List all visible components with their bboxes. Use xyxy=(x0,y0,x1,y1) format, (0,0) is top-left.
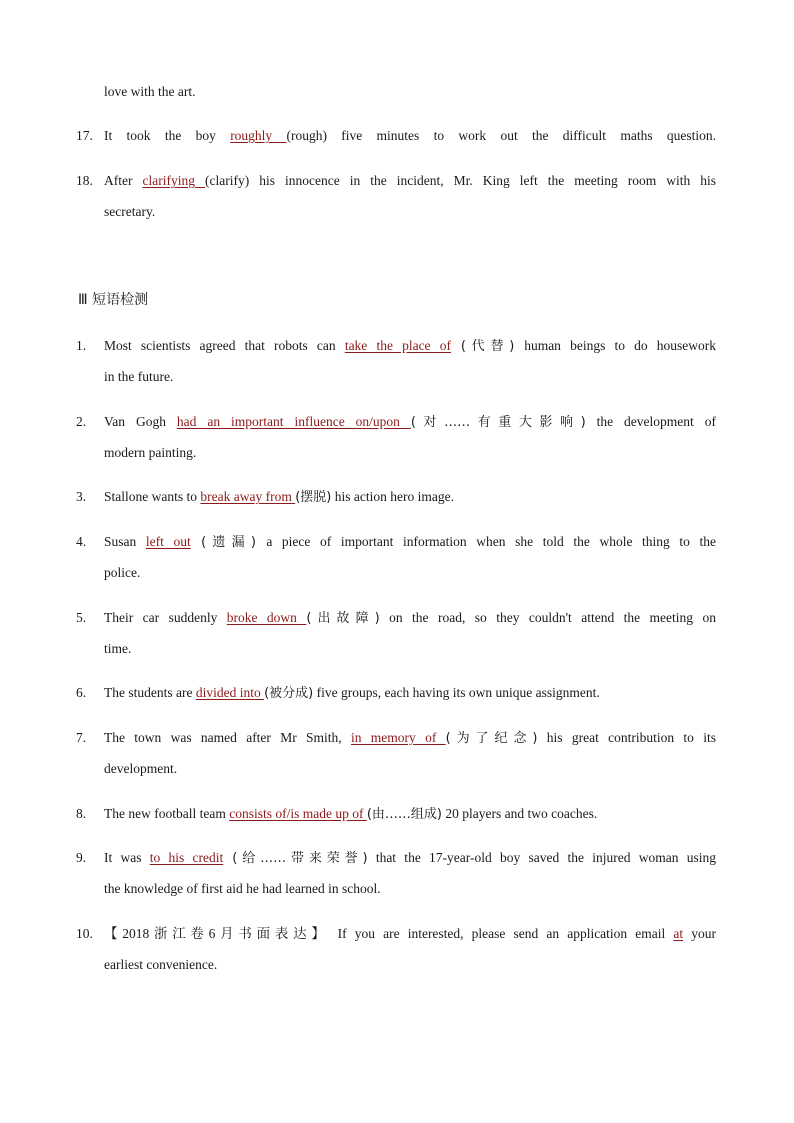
chinese-hint: (被分成) xyxy=(264,686,314,701)
item-10: 【2018浙江卷6月书面表达】 If you are interested, please send an application email at your xyxy=(104,926,716,941)
item-10-cont: earliest convenience. xyxy=(104,957,218,972)
answer-blank: left out xyxy=(145,534,191,549)
item-number: 1. xyxy=(76,338,87,353)
item-1-cont: in the future. xyxy=(104,369,174,384)
chinese-hint: (摆脱) xyxy=(295,490,332,505)
item-number: 3. xyxy=(76,489,87,504)
item-5-cont: time. xyxy=(104,641,132,656)
continuation-line: love with the art. xyxy=(104,84,196,99)
answer-blank: clarifying xyxy=(142,173,205,188)
answer-blank: roughly xyxy=(230,128,287,143)
item-4-cont: police. xyxy=(104,565,141,580)
item-2-cont: modern painting. xyxy=(104,445,197,460)
chinese-hint: (出故障) xyxy=(306,611,380,626)
answer-blank: break away from xyxy=(200,489,296,504)
item-number: 6. xyxy=(76,685,87,700)
section-heading: Ⅲ 短语检测 xyxy=(78,292,149,308)
item-9-cont: the knowledge of first aid he had learned in school. xyxy=(104,881,381,896)
item-number: 2. xyxy=(76,414,87,429)
item-1: Most scientists agreed that robots can take the place of (代替) human beings to do housework xyxy=(104,338,716,354)
question-18-cont: secretary. xyxy=(104,204,156,219)
item-2: Van Gogh had an important influence on/upon (对……有重大影响) the development of xyxy=(104,414,716,430)
item-number: 9. xyxy=(76,850,87,865)
chinese-hint: (遗漏) xyxy=(190,535,267,550)
item-3: Stallone wants to break away from (摆脱) his action hero image. xyxy=(104,489,454,505)
item-9: It was to his credit (给……带来荣誉) that the 17-year-old boy saved the injured woman using xyxy=(104,850,716,866)
chinese-hint: (为了纪念) xyxy=(445,731,538,746)
item-7: The town was named after Mr Smith, in memory of (为了纪念) his great contribution to its xyxy=(104,730,716,746)
answer-blank: to his credit xyxy=(149,850,224,865)
answer-blank: in memory of xyxy=(350,730,446,745)
item-4: Susan left out (遗漏) a piece of important information when she told the whole thing to the xyxy=(104,534,716,550)
item-number: 7. xyxy=(76,730,87,745)
question-number: 17. xyxy=(76,128,93,143)
item-number: 5. xyxy=(76,610,87,625)
item-number: 10. xyxy=(76,926,93,941)
answer-blank: had an important influence on/upon xyxy=(176,414,411,429)
item-5: Their car suddenly broke down (出故障) on the road, so they couldn't attend the meeting on xyxy=(104,610,716,626)
answer-blank: broke down xyxy=(226,610,307,625)
item-number: 4. xyxy=(76,534,87,549)
item-7-cont: development. xyxy=(104,761,178,776)
chinese-hint: (代替) xyxy=(450,339,525,354)
question-18: After clarifying (clarify) his innocence in the incident, Mr. King left the meeting room with his xyxy=(104,173,716,188)
chinese-hint: (给……带来荣誉) xyxy=(223,851,368,866)
answer-blank: at xyxy=(673,926,684,941)
question-17: It took the boy roughly (rough) five minutes to work out the difficult maths question. xyxy=(104,128,716,143)
item-8: The new football team consists of/is made up of (由……组成) 20 players and two coaches. xyxy=(104,806,598,822)
answer-blank: consists of/is made up of xyxy=(229,806,367,821)
chinese-hint: (对……有重大影响) xyxy=(410,415,586,430)
answer-blank: take the place of xyxy=(344,338,451,353)
item-6: The students are divided into (被分成) five groups, each having its own unique assignment. xyxy=(104,685,600,701)
chinese-hint: (由……组成) xyxy=(366,807,442,822)
question-number: 18. xyxy=(76,173,93,188)
answer-blank: divided into xyxy=(195,685,265,700)
item-number: 8. xyxy=(76,806,87,821)
